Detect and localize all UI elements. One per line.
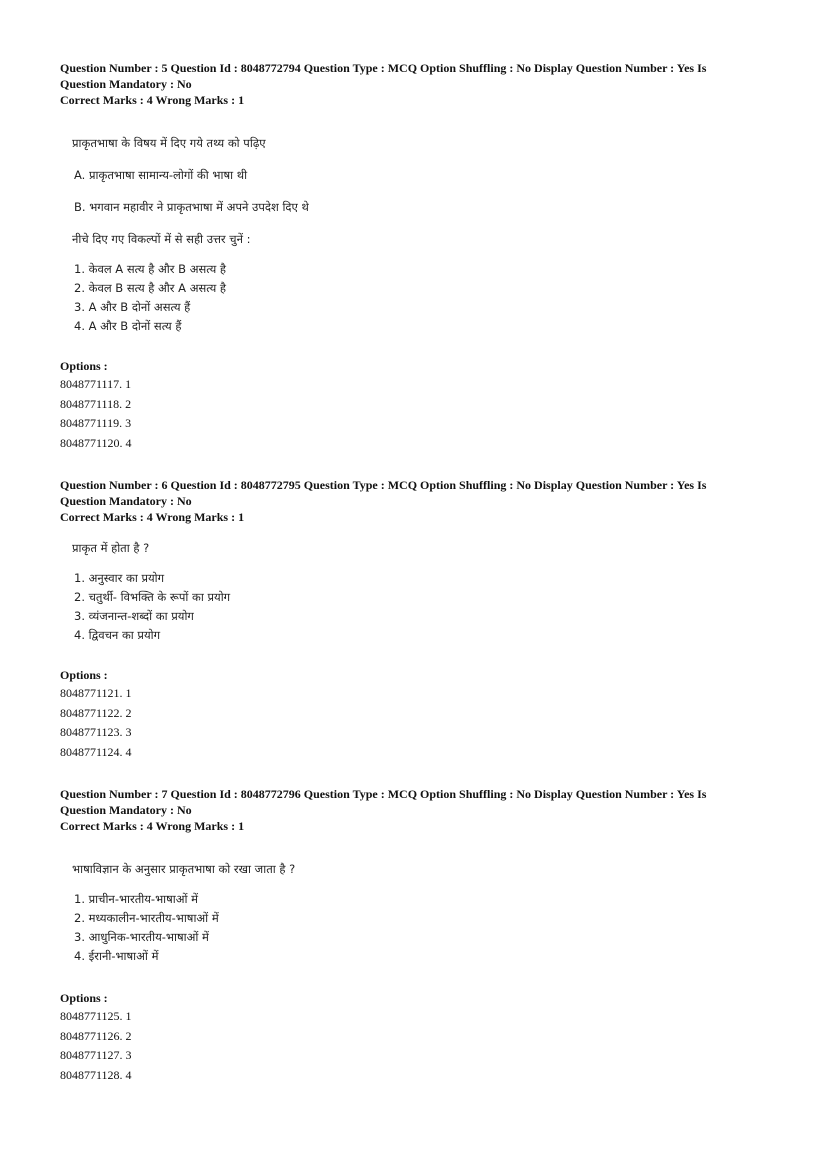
options-block: [60, 667, 132, 762]
choice-item: 2. केवल B सत्य है और A असत्य है: [74, 281, 227, 295]
options-heading: Options :: [60, 359, 108, 373]
statement-a: A. प्राकृतभाषा सामान्य-लोगों की भाषा थी: [74, 168, 248, 182]
question-header: [60, 477, 760, 525]
option-id-line: 8048771128. 4: [60, 1067, 132, 1082]
choice-item: 4. A और B दोनों सत्य हैं: [74, 319, 182, 333]
option-id-line: 8048771125. 1: [60, 1009, 132, 1023]
question-mandatory: Question Mandatory : No: [60, 494, 192, 508]
option-id-line: 8048771122. 2: [60, 705, 132, 720]
question-marks: Correct Marks : 4 Wrong Marks : 1: [60, 510, 245, 524]
question-prompt: प्राकृतभाषा के विषय में दिए गये तथ्य को पढ़िए: [72, 136, 266, 150]
choice-list: [74, 569, 230, 645]
option-id-line: 8048771119. 3: [60, 416, 132, 430]
options-block: [60, 358, 132, 453]
question-prompt: भाषाविज्ञान के अनुसार प्राकृतभाषा को रखा जाता है ?: [72, 862, 296, 876]
question-header: [60, 786, 760, 834]
options-block: [60, 990, 132, 1085]
options-heading: Options :: [60, 668, 108, 682]
question-marks: Correct Marks : 4 Wrong Marks : 1: [60, 819, 245, 833]
choice-item: 3. A और B दोनों असत्य हैं: [74, 300, 191, 314]
question-meta-line: Question Number : 5 Question Id : 8048772794 Question Type : MCQ Option Shuffling : No Display Question Number : Yes Is: [60, 61, 707, 75]
choice-list: [74, 890, 219, 966]
choice-item: 3. आधुनिक-भारतीय-भाषाओं में: [74, 930, 209, 944]
question-mandatory: Question Mandatory : No: [60, 803, 192, 817]
choice-item: 3. व्यंजनान्त-शब्दों का प्रयोग: [74, 609, 194, 623]
choice-item: 1. प्राचीन-भारतीय-भाषाओं में: [74, 892, 199, 906]
option-id-line: 8048771117. 1: [60, 377, 132, 391]
choice-item: 1. केवल A सत्य है और B असत्य है: [74, 262, 227, 276]
options-heading: Options :: [60, 991, 108, 1005]
option-id-line: 8048771126. 2: [60, 1028, 132, 1043]
choice-item: 4. द्विवचन का प्रयोग: [74, 628, 161, 642]
question-header: [60, 60, 760, 108]
choice-item: 4. ईरानी-भाषाओं में: [74, 949, 159, 963]
option-id-line: 8048771123. 3: [60, 725, 132, 739]
choice-item: 2. चतुर्थी- विभक्ति के रूपों का प्रयोग: [74, 590, 231, 604]
statement-b: B. भगवान महावीर ने प्राकृतभाषा में अपने उपदेश दिए थे: [74, 200, 309, 214]
question-7: [60, 786, 760, 1082]
option-id-line: 8048771120. 4: [60, 435, 132, 450]
option-id-line: 8048771121. 1: [60, 686, 132, 700]
choice-list: [74, 260, 226, 336]
question-meta-line: Question Number : 6 Question Id : 8048772795 Question Type : MCQ Option Shuffling : No Display Question Number : Yes Is: [60, 478, 707, 492]
question-6: [60, 477, 760, 759]
question-marks: Correct Marks : 4 Wrong Marks : 1: [60, 93, 245, 107]
question-prompt: प्राकृत में होता है ?: [72, 541, 150, 555]
option-id-line: 8048771127. 3: [60, 1048, 132, 1062]
option-id-line: 8048771118. 2: [60, 396, 132, 411]
question-5: [60, 60, 760, 450]
question-mandatory: Question Mandatory : No: [60, 77, 192, 91]
question-instruction: नीचे दिए गए विकल्पों में से सही उत्तर चुनें :: [72, 232, 251, 246]
choice-item: 2. मध्यकालीन-भारतीय-भाषाओं में: [74, 911, 219, 925]
option-id-line: 8048771124. 4: [60, 744, 132, 759]
question-meta-line: Question Number : 7 Question Id : 8048772796 Question Type : MCQ Option Shuffling : No Display Question Number : Yes Is: [60, 787, 707, 801]
choice-item: 1. अनुस्वार का प्रयोग: [74, 571, 165, 585]
